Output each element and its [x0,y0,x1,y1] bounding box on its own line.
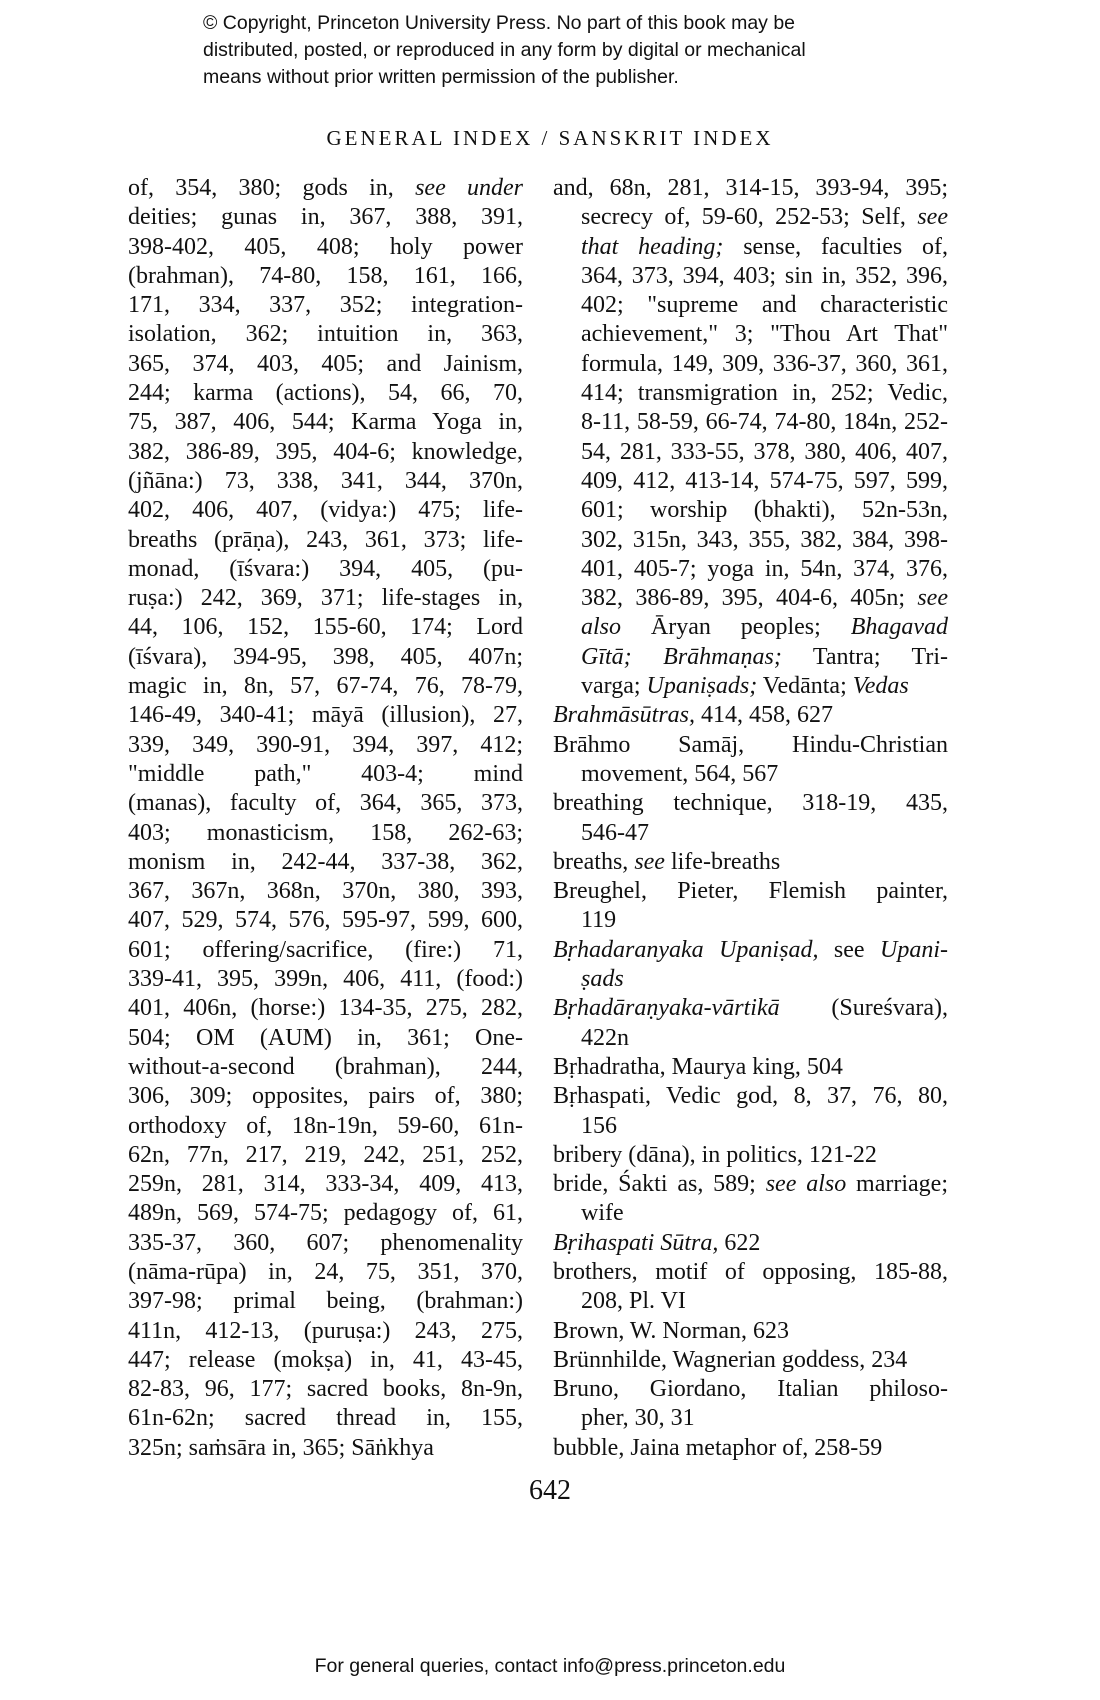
index-line: isolation, 362; intuition in, 363, [128,321,523,348]
index-line: (īśvara), 394-95, 398, 405, 407n; [128,643,523,670]
index-line: 208, Pl. VI [581,1288,686,1315]
index-line: 146-49, 340-41; māyā (illusion), 27, [128,702,523,729]
index-line: 75, 387, 406, 544; Karma Yoga in, [128,409,523,436]
index-line: Bṛihaspati Sūtra, 622 [553,1229,761,1256]
index-column-left [128,174,523,1463]
index-line: and, 68n, 281, 314-15, 393-94, 395; [553,175,948,201]
index-line: 402, 406, 407, (vidya:) 475; life- [128,497,523,524]
index-line: 367, 367n, 368n, 370n, 380, 393, [128,878,523,905]
index-column-right [553,174,948,1463]
index-line: 601; worship (bhakti), 52n-53n, [581,497,948,524]
index-line: without-a-second (brahman), 244, [128,1053,523,1080]
index-line: 397-98; primal being, (brahman:) [128,1288,523,1315]
index-line: also Āryan peoples; Bhagavad [581,614,948,641]
index-line: Gītā; Brāhmaṇas; Tantra; Tri- [581,643,949,670]
index-line: 546-47 [581,819,649,846]
copyright-line: distributed, posted, or reproduced in any form by digital or mechanical [203,39,806,61]
index-line: formula, 149, 309, 336-37, 360, 361, [581,350,948,377]
index-line: 398-402, 405, 408; holy power [128,233,523,260]
index-line: 156 [581,1112,617,1139]
index-line: magic in, 8n, 57, 67-74, 76, 78-79, [128,673,523,700]
index-line: 61n-62n; sacred thread in, 155, [128,1405,523,1432]
index-line: 422n [581,1024,629,1051]
page-number: 642 [529,1475,571,1506]
index-line: ṣads [581,966,624,993]
index-line: Breughel, Pieter, Flemish painter, [553,878,948,905]
index-line: Brünnhilde, Wagnerian goddess, 234 [553,1346,908,1373]
index-line: bribery (dāna), in politics, 121-22 [553,1141,877,1168]
index-line: "middle path," 403-4; mind [128,760,523,787]
index-line: (jñāna:) 73, 338, 341, 344, 370n, [128,467,523,494]
index-line: orthodoxy of, 18n-19n, 59-60, 61n- [128,1112,523,1139]
index-line: 403; monasticism, 158, 262-63; [128,819,523,846]
index-line: ruṣa:) 242, 369, 371; life-stages in, [128,585,523,612]
index-line: 409, 412, 413-14, 574-75, 597, 599, [581,467,948,494]
index-line: 259n, 281, 314, 333-34, 409, 413, [128,1171,523,1198]
index-line: bride, Śakti as, 589; see also marriage; [553,1171,948,1198]
index-line: 8-11, 58-59, 66-74, 74-80, 184n, 252- [581,409,948,436]
index-line: Bṛhadaranyaka Upaniṣad, see Upani- [553,936,948,963]
index-line: 411n, 412-13, (puruṣa:) 243, 275, [128,1317,523,1344]
index-line: 339, 349, 390-91, 394, 397, 412; [128,731,523,758]
index-line: wife [581,1200,624,1227]
index-line: 171, 334, 337, 352; integration- [128,292,523,319]
index-line: bubble, Jaina metaphor of, 258-59 [553,1434,883,1461]
index-line: 82-83, 96, 177; sacred books, 8n-9n, [128,1376,523,1403]
index-line: brothers, motif of opposing, 185-88, [553,1258,948,1285]
index-line: (manas), faculty of, 364, 365, 373, [128,790,523,817]
copyright-notice [203,10,923,91]
index-line: of, 354, 380; gods in, see under [128,175,523,201]
index-line: 447; release (mokṣa) in, 41, 43-45, [128,1346,523,1373]
index-line: 365, 374, 403, 405; and Jainism, [128,350,523,377]
index-line: achievement," 3; "Thou Art That" [581,321,948,348]
index-line: 489n, 569, 574-75; pedagogy of, 61, [128,1200,523,1227]
index-line: Brāhmo Samāj, Hindu-Christian [553,731,948,758]
index-line: breaths (prāṇa), 243, 361, 373; life- [128,526,523,553]
index-line: 339-41, 395, 399n, 406, 411, (food:) [128,966,523,993]
index-line: movement, 564, 567 [581,760,779,787]
index-line: 401, 406n, (horse:) 134-35, 275, 282, [128,995,523,1022]
index-line: secrecy of, 59-60, 252-53; Self, see [581,204,948,231]
index-line: 382, 386-89, 395, 404-6, 405n; see [581,585,948,612]
index-line: 407, 529, 574, 576, 595-97, 599, 600, [128,907,523,934]
index-line: (nāma-rūpa) in, 24, 75, 351, 370, [128,1258,523,1285]
index-line: breaths, see life-breaths [553,848,781,875]
index-line: 54, 281, 333-55, 378, 380, 406, 407, [581,438,948,465]
index-line: Bṛhadāraṇyaka-vārtikā (Sureśvara), [553,995,948,1022]
copyright-line: © Copyright, Princeton University Press. No part of this book may be [203,12,796,34]
index-line: 306, 309; opposites, pairs of, 380; [128,1083,523,1110]
footer-contact: For general queries, contact info@press.princeton.edu [314,1655,786,1677]
index-line: 119 [581,907,617,934]
index-line: deities; gunas in, 367, 388, 391, [128,204,523,231]
index-line: 414; transmigration in, 252; Vedic, [581,380,948,407]
copyright-line: means without prior written permission of the publisher. [203,66,679,88]
index-line: Bruno, Giordano, Italian philoso- [553,1376,948,1403]
index-line: 504; OM (AUM) in, 361; One- [128,1024,523,1051]
index-line: (brahman), 74-80, 158, 161, 166, [128,262,523,289]
index-line: 325n; saṁsāra in, 365; Sāṅkhya [128,1434,434,1461]
index-line: pher, 30, 31 [581,1405,695,1432]
index-line: 62n, 77n, 217, 219, 242, 251, 252, [128,1141,523,1168]
index-line: 335-37, 360, 607; phenomenality [128,1229,523,1256]
index-line: 382, 386-89, 395, 404-6; knowledge, [128,438,523,465]
index-line: breathing technique, 318-19, 435, [553,790,948,817]
index-line: 401, 405-7; yoga in, 54n, 374, 376, [581,555,948,582]
index-line: Brown, W. Norman, 623 [553,1317,789,1344]
index-line: 44, 106, 152, 155-60, 174; Lord [128,614,523,641]
index-line: Bṛhadratha, Maurya king, 504 [553,1053,843,1080]
index-line: 402; "supreme and characteristic [581,292,948,319]
index-line: 302, 315n, 343, 355, 382, 384, 398- [581,526,948,553]
index-line: monism in, 242-44, 337-38, 362, [128,848,523,875]
index-line: that heading; sense, faculties of, [581,233,948,260]
index-line: Brahmāsūtras, 414, 458, 627 [553,702,834,729]
index-line: 244; karma (actions), 54, 66, 70, [128,380,523,407]
index-line: 601; offering/sacrifice, (fire:) 71, [128,936,523,963]
index-line: Bṛhaspati, Vedic god, 8, 37, 76, 80, [553,1083,948,1110]
index-line: 364, 373, 394, 403; sin in, 352, 396, [581,262,948,289]
index-line: varga; Upaniṣads; Vedānta; Vedas [581,673,909,700]
running-head: GENERAL INDEX / SANSKRIT INDEX [326,126,774,150]
index-line: monad, (īśvara:) 394, 405, (pu- [128,555,523,582]
